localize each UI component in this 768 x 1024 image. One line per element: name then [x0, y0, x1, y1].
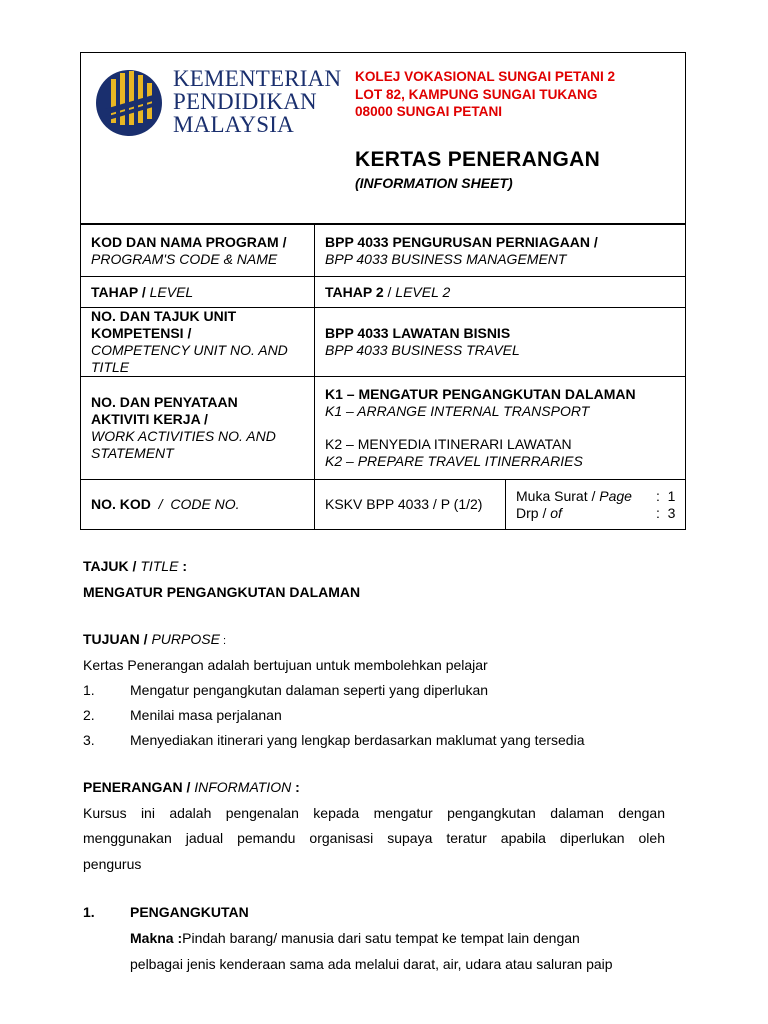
- info-label-en: INFORMATION: [194, 779, 292, 795]
- title-colon: :: [178, 558, 187, 574]
- activity-label-en-2: STATEMENT: [91, 445, 174, 461]
- table-row-program: [81, 225, 686, 277]
- page-label-bm: Muka Surat /: [516, 487, 600, 504]
- page-number-cell: [506, 480, 686, 530]
- table-row-code: [81, 480, 686, 530]
- level-value-cell: [315, 277, 686, 308]
- table-row-unit: [81, 308, 686, 377]
- purpose-item-2-num: 2.: [83, 707, 95, 723]
- section-title: PENGANGKUTAN: [130, 904, 249, 920]
- college-address: [355, 68, 615, 121]
- unit-label-bm-1: NO. DAN TAJUK UNIT: [91, 308, 237, 324]
- unit-value-bm: BPP 4033 LAWATAN BISNIS: [325, 325, 511, 341]
- purpose-item-3-text: Menyediakan itinerari yang lengkap berdasarkan maklumat yang tersedia: [130, 732, 585, 748]
- section-number: 1.: [83, 904, 95, 920]
- document-subtitle: (INFORMATION SHEET): [355, 175, 513, 191]
- level-value-separator: /: [383, 283, 396, 300]
- unit-value-en: BPP 4033 BUSINESS TRAVEL: [325, 342, 520, 358]
- information-paragraph-line-3: pengurus: [83, 856, 142, 872]
- unit-label-cell: [81, 308, 315, 377]
- of-label-en: of: [550, 504, 562, 521]
- unit-value-cell: [315, 308, 686, 377]
- code-label-en: / CODE NO.: [150, 496, 240, 512]
- purpose-item-1-num: 1.: [83, 682, 95, 698]
- table-row-activities: [81, 377, 686, 480]
- purpose-heading: [83, 631, 226, 647]
- college-address-line-1: LOT 82, KAMPUNG SUNGAI TUKANG: [355, 86, 598, 102]
- unit-label-en-2: TITLE: [91, 359, 130, 375]
- college-address-line-2: 08000 SUNGAI PETANI: [355, 104, 503, 119]
- level-label-cell: [81, 277, 315, 308]
- purpose-item-2-text: Menilai masa perjalanan: [130, 707, 282, 723]
- activity-k2-en: K2 – PREPARE TRAVEL ITINERRARIES: [325, 453, 583, 469]
- unit-label-en-1: COMPETENCY UNIT NO. AND: [91, 342, 288, 358]
- purpose-colon: :: [219, 635, 227, 647]
- program-info-table: [80, 224, 686, 530]
- document-title: KERTAS PENERANGAN: [355, 148, 601, 171]
- title-label-en: TITLE: [140, 558, 179, 574]
- title-heading: [83, 558, 187, 574]
- information-paragraph-line-2: menggunakan jadual pemandu organisasi supaya teratur apabila diperlukan oleh: [83, 830, 665, 846]
- page-label-en: Page: [599, 487, 632, 504]
- level-label-en: LEVEL: [145, 283, 194, 300]
- makna-line-1: [130, 930, 580, 946]
- info-colon: :: [291, 779, 300, 795]
- activity-value-cell: [315, 377, 686, 480]
- makna-line-2: pelbagai jenis kenderaan sama ada melalui darat, air, udara atau saluran paip: [130, 956, 613, 972]
- purpose-item-3-num: 3.: [83, 732, 95, 748]
- wordmark-line-2: PENDIDIKAN: [173, 89, 317, 114]
- makna-label: Makna :: [130, 930, 183, 946]
- level-value-bm: TAHAP 2: [325, 283, 384, 300]
- information-heading: [83, 779, 300, 795]
- code-value: KSKV BPP 4033 / P (1/2): [325, 496, 483, 512]
- program-label-en: PROGRAM'S CODE & NAME: [91, 250, 278, 267]
- makna-text-1: Pindah barang/ manusia dari satu tempat ke tempat lain dengan: [182, 930, 580, 946]
- of-label-bm: Drp /: [516, 504, 551, 521]
- wordmark-line-1: KEMENTERIAN: [173, 66, 342, 91]
- title-value: MENGATUR PENGANGKUTAN DALAMAN: [83, 584, 361, 600]
- wordmark-line-3: MALAYSIA: [173, 112, 294, 137]
- activity-k1-en: K1 – ARRANGE INTERNAL TRANSPORT: [325, 403, 590, 419]
- title-label-bm: TAJUK /: [83, 558, 141, 574]
- program-label-cell: [81, 225, 315, 277]
- activity-k2-bm: K2 – MENYEDIA ITINERARI LAWATAN: [325, 436, 572, 452]
- purpose-label-bm: TUJUAN /: [83, 631, 152, 647]
- code-label-cell: [81, 480, 315, 530]
- activity-label-en-1: WORK ACTIVITIES NO. AND: [91, 428, 276, 444]
- information-paragraph-line-1: Kursus ini adalah pengenalan kepada mengatur pengangkutan dalaman dengan: [83, 805, 665, 821]
- activity-label-bm-1: NO. DAN PENYATAAN: [91, 394, 238, 410]
- activity-label-cell: [81, 377, 315, 480]
- activity-label-bm-2: AKTIVITI KERJA /: [91, 411, 208, 427]
- program-value-bm: BPP 4033 PENGURUSAN PERNIAGAAN /: [325, 233, 598, 250]
- table-row-level: [81, 277, 686, 308]
- of-value: : 3: [656, 504, 676, 521]
- document-header: [80, 52, 686, 224]
- unit-label-bm-2: KOMPETENSI /: [91, 325, 192, 341]
- program-value-cell: [315, 225, 686, 277]
- code-label-bm: NO. KOD: [91, 496, 151, 512]
- ministry-wordmark: [173, 67, 341, 136]
- level-value-en: LEVEL 2: [395, 283, 451, 300]
- purpose-item-1-text: Mengatur pengangkutan dalaman seperti yang diperlukan: [130, 682, 489, 698]
- program-value-en: BPP 4033 BUSINESS MANAGEMENT: [325, 250, 567, 267]
- info-label-bm: PENERANGAN /: [83, 779, 195, 795]
- page-value: : 1: [656, 487, 676, 504]
- level-label-bm: TAHAP /: [91, 283, 146, 300]
- activity-k1-bm: K1 – MENGATUR PENGANGKUTAN DALAMAN: [325, 386, 636, 402]
- purpose-label-en: PURPOSE: [151, 631, 220, 647]
- ministry-logo-icon: [95, 65, 163, 137]
- code-value-cell: [315, 480, 506, 530]
- program-label-bm: KOD DAN NAMA PROGRAM /: [91, 233, 287, 250]
- of-row: [516, 505, 685, 522]
- college-name: KOLEJ VOKASIONAL SUNGAI PETANI 2: [355, 69, 616, 84]
- purpose-intro: Kertas Penerangan adalah bertujuan untuk membolehkan pelajar: [83, 657, 488, 673]
- page-row: [516, 488, 685, 505]
